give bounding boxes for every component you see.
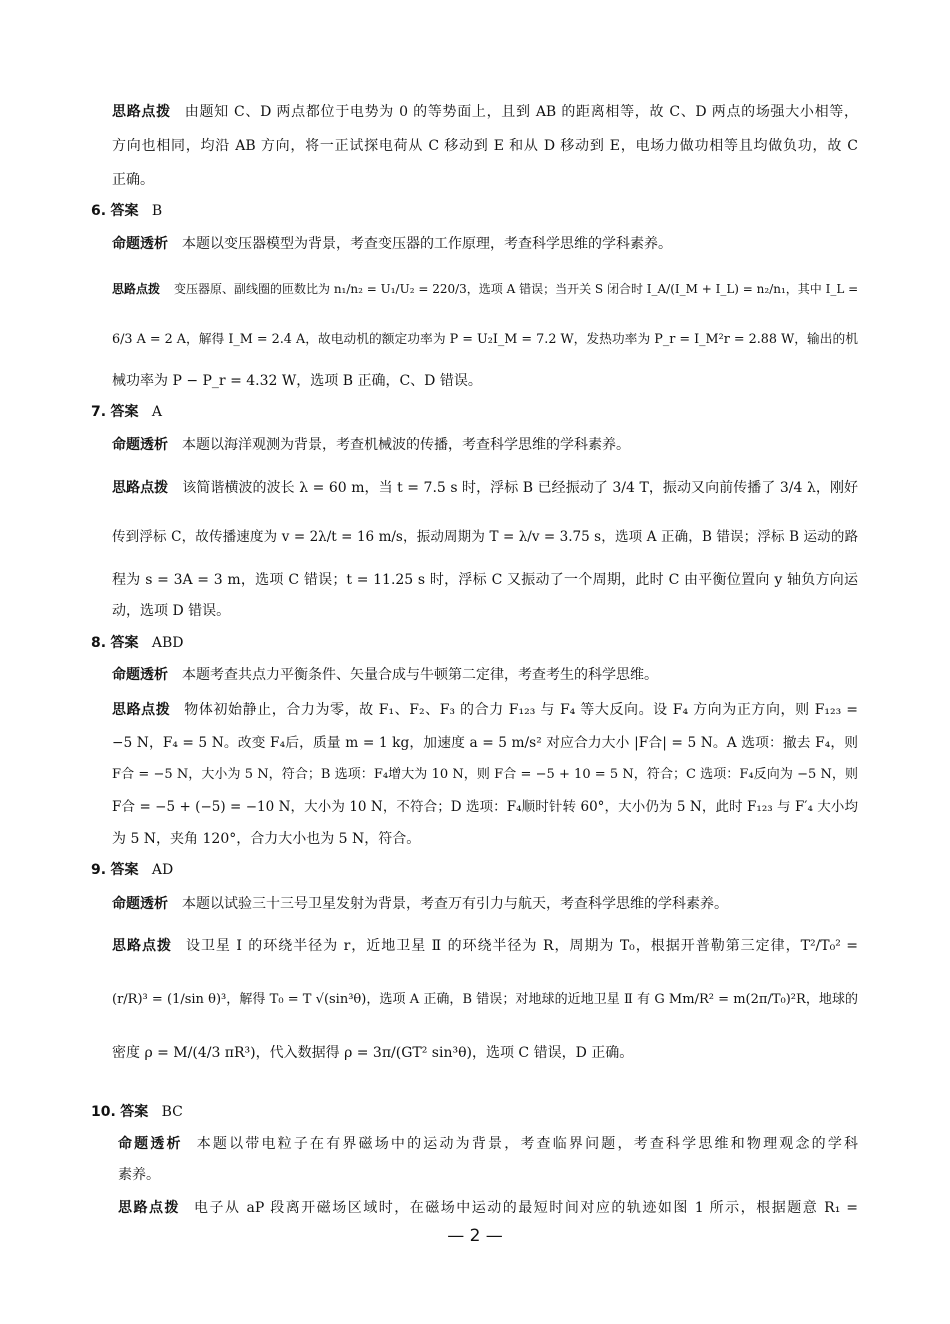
- question-10-analysis: 素养。: [118, 1167, 160, 1183]
- question-7-hint: 传到浮标 C，故传播速度为 v = 2λ/t = 16 m/s，振动周期为 T = λ/v = 3.75 s，选项 A 正确，B 错误；浮标 B 运动的路: [112, 529, 858, 545]
- question-9-answer: 9. 答案 AD: [91, 862, 174, 878]
- hint-line: 方向也相同，均沿 AB 方向，将一正试探电荷从 C 移动到 E 和从 D 移动到 E，电场力做功相等且均做负功，故 C: [112, 138, 858, 154]
- question-8-analysis: 命题透析 本题考查共点力平衡条件、矢量合成与牛顿第二定律，考查考生的科学思维。: [112, 667, 658, 683]
- question-7-hint: 动，选项 D 错误。: [112, 603, 231, 619]
- question-9-analysis: 命题透析 本题以试验三十三号卫星发射为背景，考查万有引力与航天，考查科学思维的学科素养。: [112, 896, 728, 912]
- question-6-hint: 械功率为 P − P_r = 4.32 W，选项 B 正确，C、D 错误。: [112, 373, 482, 389]
- question-7-hint: 思路点拨 该简谐横波的波长 λ = 60 m，当 t = 7.5 s 时，浮标 B 已经振动了 3/4 T，振动又向前传播了 3/4 λ，刚好: [112, 480, 859, 496]
- hint-label: 思路点拨: [112, 104, 171, 120]
- question-10-hint: 思路点拨 电子从 aP 段离开磁场区域时，在磁场中运动的最短时间对应的轨迹如图 1 所示，根据题意 R₁ =: [118, 1200, 859, 1216]
- hint-line: 思路点拨 由题知 C、D 两点都位于电势为 0 的等势面上，且到 AB 的距离相等，故 C、D 两点的场强大小相等，: [112, 104, 859, 120]
- question-8-hint: −5 N，F₄ = 5 N。改变 F₄后，质量 m = 1 kg，加速度 a = 5 m/s² 对应合力大小 |F合| = 5 N。A 选项：撤去 F₄，则: [112, 735, 858, 751]
- question-9-hint: 思路点拨 设卫星 Ⅰ 的环绕半径为 r，近地卫星 Ⅱ 的环绕半径为 R，周期为 T₀，根据开普勒第三定律，T²/T₀² =: [112, 938, 859, 954]
- page-number: — 2 —: [447, 1226, 503, 1246]
- question-6-hint: 思路点拨 变压器原、副线圈的匝数比为 n₁/n₂ = U₁/U₂ = 220/3，选项 A 错误；当开关 S 闭合时 I_A/(I_M + I_L) = n₂/n₁，其中 I_L =: [112, 282, 859, 296]
- question-8-hint: 思路点拨 物体初始静止，合力为零，故 F₁、F₂、F₃ 的合力 F₁₂₃ 与 F₄ 等大反向。设 F₄ 方向为正方向，则 F₁₂₃ =: [112, 702, 859, 718]
- question-6-answer: 6. 答案 B: [91, 203, 163, 219]
- question-7-hint: 程为 s = 3A = 3 m，选项 C 错误；t = 11.25 s 时，浮标 C 又振动了一个周期，此时 C 由平衡位置向 y 轴负方向运: [112, 572, 858, 588]
- question-6-hint: 6/3 A = 2 A，解得 I_M = 2.4 A，故电动机的额定功率为 P = U₂I_M = 7.2 W，发热功率为 P_r = I_M²r = 2.88 W，输出的机: [112, 332, 858, 347]
- hint-line: 正确。: [112, 172, 154, 188]
- question-9-hint: (r/R)³ = (1/sin θ)³，解得 T₀ = T √(sin³θ)，选项 A 正确，B 错误；对地球的近地卫星 Ⅱ 有 G Mm/R² = m(2π/T₀)²R，地球的: [112, 992, 858, 1007]
- question-7-analysis: 命题透析 本题以海洋观测为背景，考查机械波的传播，考查科学思维的学科素养。: [112, 437, 630, 453]
- question-8-hint: F合 = −5 + (−5) = −10 N，大小为 10 N，不符合；D 选项：F₄顺时针转 60°，大小仍为 5 N，此时 F₁₂₃ 与 F′₄ 大小均: [112, 799, 858, 815]
- question-6-analysis: 命题透析 本题以变压器模型为背景，考查变压器的工作原理，考查科学思维的学科素养。: [112, 236, 672, 252]
- question-10-answer: 10. 答案 BC: [91, 1104, 183, 1120]
- question-9-hint: 密度 ρ = M/(4/3 πR³)，代入数据得 ρ = 3π/(GT² sin³θ)，选项 C 错误，D 正确。: [112, 1045, 634, 1061]
- question-7-answer: 7. 答案 A: [91, 404, 162, 420]
- question-8-answer: 8. 答案 ABD: [91, 635, 184, 651]
- question-8-hint: 为 5 N，夹角 120°，合力大小也为 5 N，符合。: [112, 831, 421, 847]
- question-8-hint: F合 = −5 N，大小为 5 N，符合；B 选项：F₄增大为 10 N，则 F合 = −5 + 10 = 5 N，符合；C 选项：F₄反向为 −5 N，则: [112, 767, 858, 782]
- question-10-analysis: 命题透析 本题以带电粒子在有界磁场中的运动为背景，考查临界问题，考查科学思维和物理观念的学科: [118, 1136, 859, 1152]
